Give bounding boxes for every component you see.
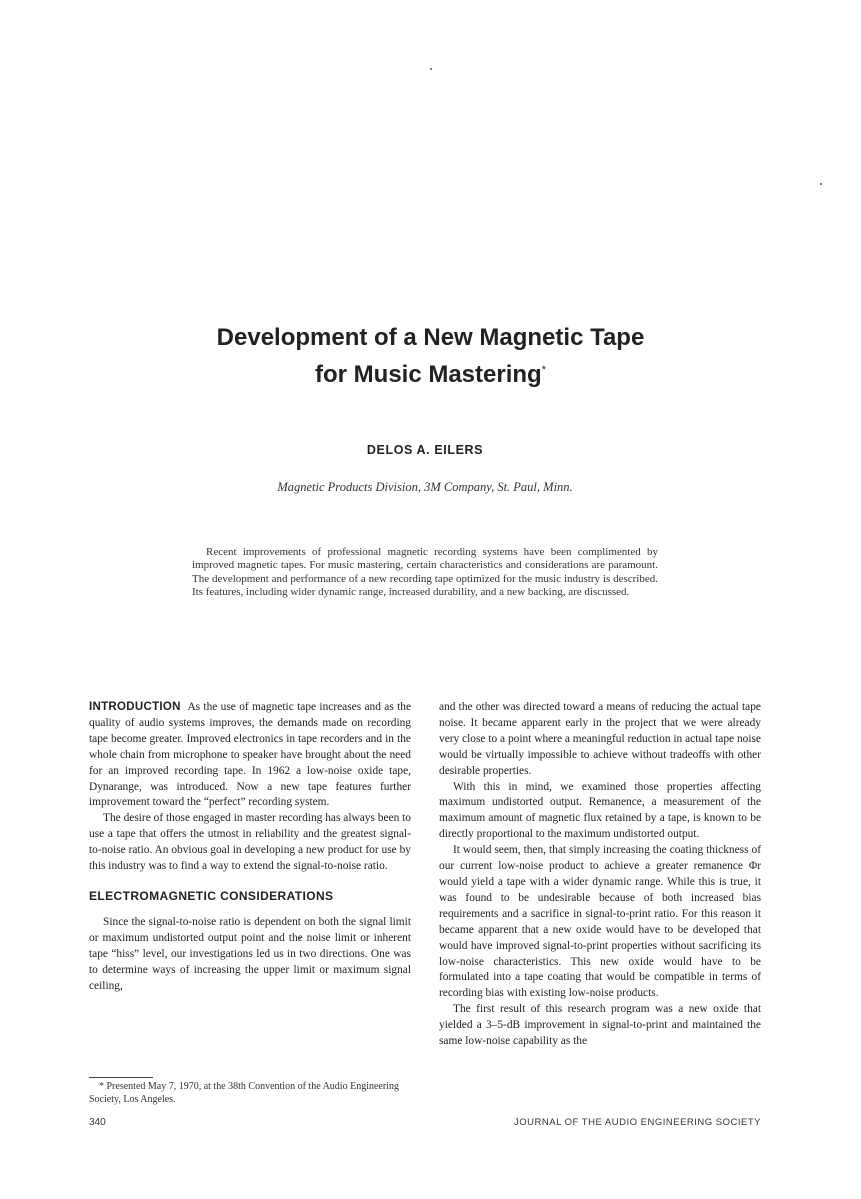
- intro-paragraph-2: The desire of those engaged in master recording has always been to use a tape that offers the utmost in reliability and the greatest signal-to-noise ratio. An obvious goal in developing a new product for use by this industry was to find a way to extend the signal-to-noise ratio.: [89, 812, 411, 873]
- footnote-rule: [89, 1077, 153, 1078]
- author-name: DELOS A. EILERS: [366, 443, 484, 457]
- right-paragraph-4: The first result of this research program was a new oxide that yielded a 3–5-dB improvement in signal-to-print and maintained the same low-noise capability as the: [439, 1003, 761, 1048]
- right-paragraph-3: It would seem, then, that simply increasing the coating thickness of our current low-noise product to achieve a greater remanence Φr would yield a tape with a wider dynamic range. While this is true, it was found to be undesirable because of both increased bias requirements and a sacrifice in signal-to-print ratio. For this reason it became apparent that a new oxide would have to be developed that would have improved signal-to-print properties without sacrificing its low-noise characteristics. This new oxide would have to be formulated into a tape coating that would be compatible in terms of recording bias with existing low-noise products.: [439, 844, 761, 1000]
- title-footnote-mark: *: [541, 364, 546, 376]
- footnote: * Presented May 7, 1970, at the 38th Convention of the Audio Engineering Society, Los Angeles.: [89, 1081, 399, 1105]
- paper-title: [0, 322, 861, 391]
- section-heading-electromagnetic: ELECTROMAGNETIC CONSIDERATIONS: [89, 888, 334, 903]
- title-line-1: Development of a New Magnetic Tape: [216, 324, 645, 351]
- title-line-2-text: for Music Mastering: [315, 361, 542, 388]
- intro-paragraph-1: [89, 700, 411, 811]
- scan-speck: [430, 68, 432, 70]
- page-number: 340: [89, 1117, 106, 1128]
- electromagnetic-paragraph-1: Since the signal-to-noise ratio is dependent on both the signal limit or maximum undistorted output point and the noise limit or inherent tape “hiss” level, our investigations led us in two directions. One was to determine ways of increasing the upper limit or maximum signal ceiling,: [89, 915, 411, 992]
- title-line-2: [0, 354, 861, 391]
- right-paragraph-2: With this in mind, we examined those properties affecting maximum undistorted output. Remanence, a measurement of the maximum amount of magnetic flux retained by a tape, is known to be directly proportional to the maximum undistorted output.: [439, 780, 761, 841]
- abstract: Recent improvements of professional magnetic recording systems have been complimented by improved magnetic tapes. For music mastering, certain characteristics and considerations are paramount. The development and performance of a new recording tape optimized for the music industry is described. Its features, including wider dynamic range, increased durability, and a new backing, are discussed.: [192, 546, 658, 599]
- intro-paragraph-1-text: As the use of magnetic tape increases and as the quality of audio systems improves, the demands made on recording tape become greater. Improved electronics in tape recorders and in the whole chain from microphone to speaker have brought about the need for an improved recording tape. In 1962 a low-noise oxide tape, Dynarange, was introduced. Now a new tape features further improvement toward the “perfect” recording system.: [89, 701, 411, 809]
- scan-speck: [820, 183, 822, 185]
- left-column: [89, 700, 411, 994]
- section-heading-introduction: INTRODUCTION: [89, 701, 181, 713]
- right-paragraph-1: and the other was directed toward a means of reducing the actual tape noise. It became apparent early in the project that we were already very close to a point where a meaningful reduction in actual tape noise would be virtually impossible to achieve without tradeoffs with other desirable properties.: [439, 701, 761, 777]
- author-affiliation: Magnetic Products Division, 3M Company, St. Paul, Minn.: [277, 480, 573, 494]
- running-footer-journal: JOURNAL OF THE AUDIO ENGINEERING SOCIETY: [514, 1117, 761, 1128]
- right-column: [439, 700, 761, 1050]
